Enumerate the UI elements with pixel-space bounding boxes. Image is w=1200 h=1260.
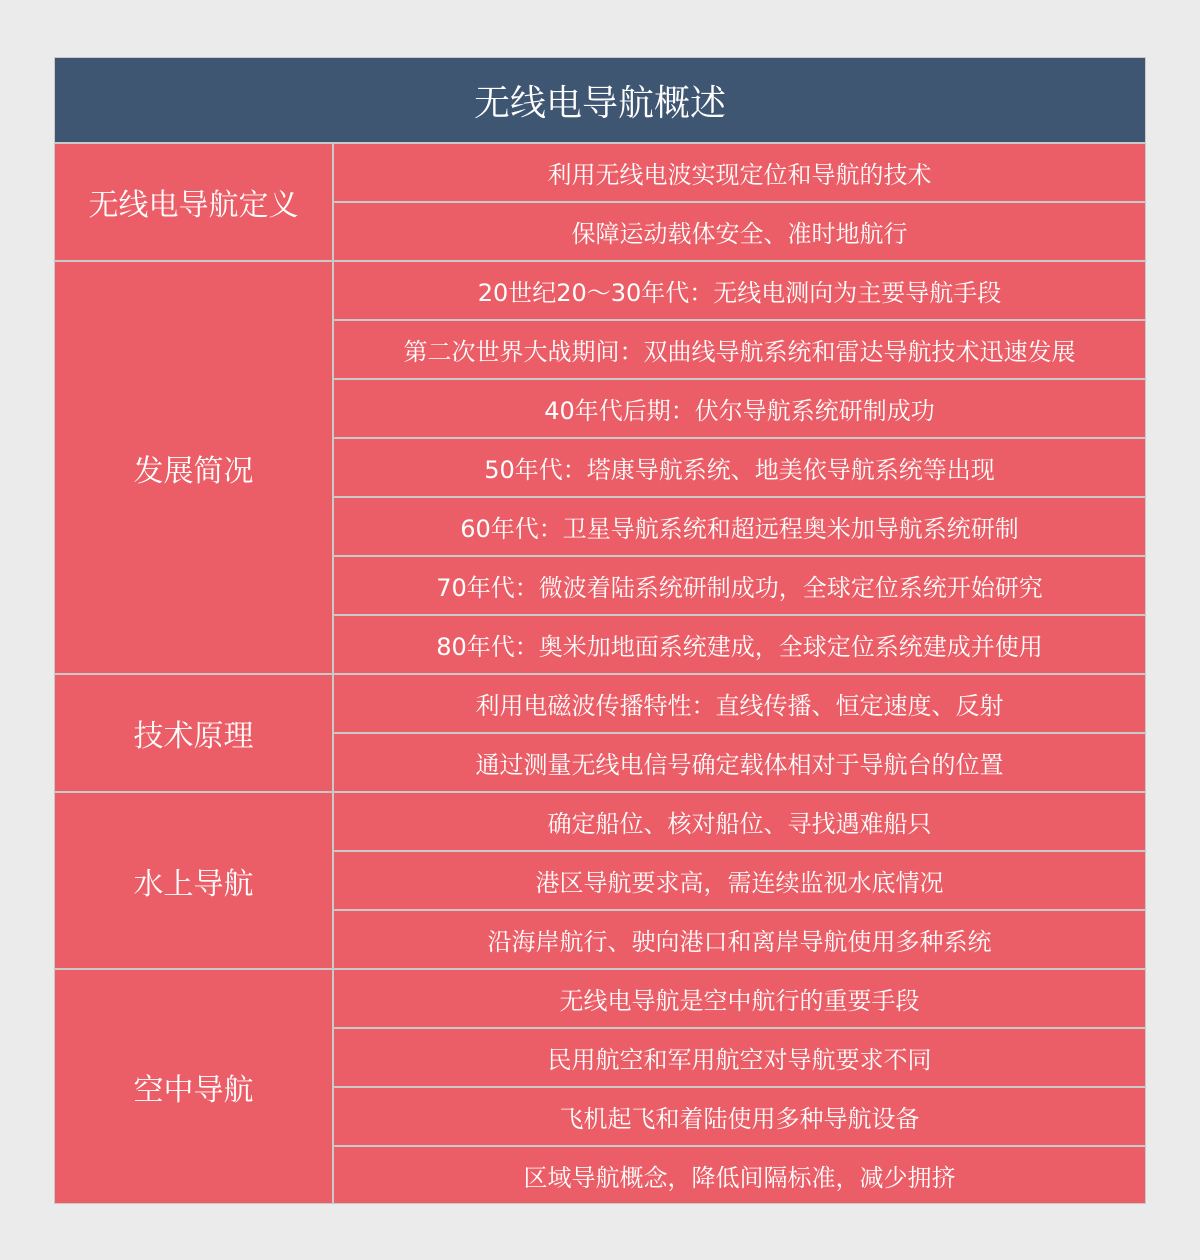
- category-cell: 水上导航: [55, 793, 334, 968]
- item-cell: 70年代：微波着陆系统研制成功，全球定位系统开始研究: [334, 557, 1145, 616]
- overview-table: [54, 57, 1146, 1204]
- table-body: [55, 144, 1145, 1204]
- item-list: [334, 675, 1145, 791]
- category-cell: 发展简况: [55, 262, 334, 673]
- section-row: [55, 970, 1145, 1204]
- item-cell: 40年代后期：伏尔导航系统研制成功: [334, 380, 1145, 439]
- item-list: [334, 970, 1145, 1204]
- item-cell: 飞机起飞和着陆使用多种导航设备: [334, 1088, 1145, 1147]
- item-list: [334, 144, 1145, 260]
- category-cell: 技术原理: [55, 675, 334, 791]
- item-cell: 确定船位、核对船位、寻找遇难船只: [334, 793, 1145, 852]
- item-list: [334, 262, 1145, 673]
- item-cell: 通过测量无线电信号确定载体相对于导航台的位置: [475, 751, 1004, 779]
- item-cell: 利用电磁波传播特性：直线传播、恒定速度、反射: [334, 675, 1145, 734]
- item-cell: 无线电导航是空中航行的重要手段: [334, 970, 1145, 1029]
- section-row: [55, 144, 1145, 262]
- item-cell: 沿海岸航行、驶向港口和离岸导航使用多种系统: [487, 928, 992, 956]
- item-cell: 保障运动载体安全、准时地航行: [571, 220, 908, 248]
- section-row: [55, 262, 1145, 675]
- item-cell: 利用无线电波实现定位和导航的技术: [334, 144, 1145, 203]
- item-cell: 80年代：奥米加地面系统建成，全球定位系统建成并使用: [436, 633, 1043, 661]
- item-cell: 50年代：塔康导航系统、地美依导航系统等出现: [334, 439, 1145, 498]
- item-cell: 20世纪20～30年代：无线电测向为主要导航手段: [334, 262, 1145, 321]
- item-cell: 第二次世界大战期间：双曲线导航系统和雷达导航技术迅速发展: [334, 321, 1145, 380]
- item-cell: 60年代：卫星导航系统和超远程奥米加导航系统研制: [334, 498, 1145, 557]
- item-list: [334, 793, 1145, 968]
- section-row: [55, 675, 1145, 793]
- category-cell: 无线电导航定义: [55, 144, 334, 260]
- category-cell: 空中导航: [55, 970, 334, 1204]
- item-cell: 港区导航要求高，需连续监视水底情况: [334, 852, 1145, 911]
- section-row: [55, 793, 1145, 970]
- item-cell: 区域导航概念，降低间隔标准，减少拥挤: [523, 1164, 956, 1192]
- item-cell: 民用航空和军用航空对导航要求不同: [334, 1029, 1145, 1088]
- table-title: 无线电导航概述: [55, 58, 1145, 144]
